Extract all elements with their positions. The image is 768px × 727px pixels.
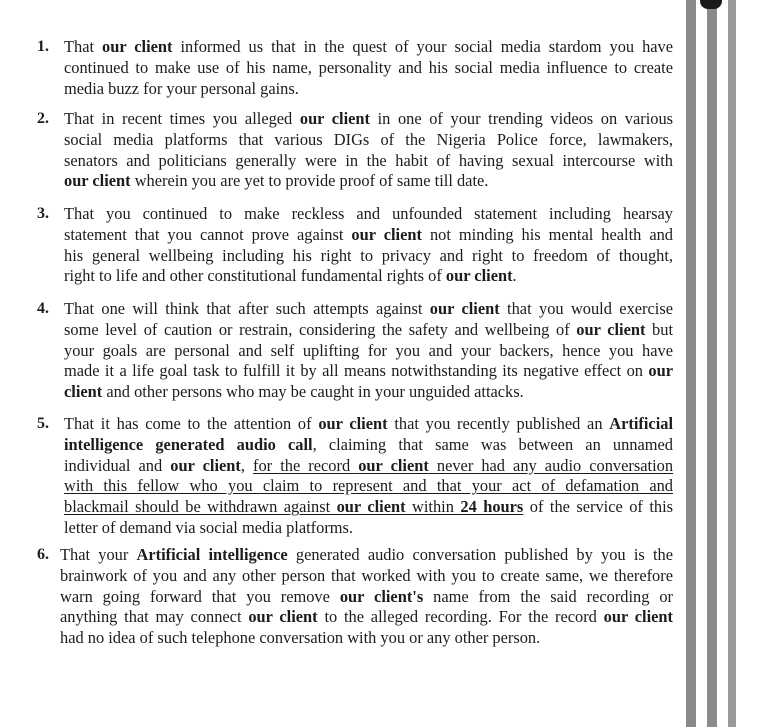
paragraph-line: made it a life goal task to fulfill it by all means notwithstanding its negative effect on our <box>64 361 673 381</box>
paragraph-line: brainwork of you and any other person that worked with you to create same, we therefore <box>60 565 673 585</box>
paragraph-line: your goals are personal and self uplifting for you and your backers, hence you have <box>64 340 673 360</box>
paragraph-line: social media platforms that various DIGs of the Nigeria Police force, lawmakers, <box>64 129 673 149</box>
paragraph-line: right to life and other constitutional fundamental rights of our client. <box>64 266 517 286</box>
paragraph-line: our client wherein you are yet to provide proof of same till date. <box>64 171 489 191</box>
paragraph-line: anything that may connect our client to the alleged recording. For the record our client <box>60 607 673 627</box>
paragraph-number: 3. <box>37 205 49 222</box>
paragraph-line: That one will think that after such attempts against our client that you would exercise <box>64 299 673 318</box>
paragraph-line: That you continued to make reckless and unfounded statement including hearsay <box>64 204 673 223</box>
paragraph-line: That in recent times you alleged our client in one of your trending videos on various <box>64 109 674 128</box>
paragraph-line: intelligence generated audio call, claiming that same was between an unnamed <box>64 434 673 454</box>
paragraph-line: That it has come to the attention of our client that you recently published an Artificial <box>64 414 673 433</box>
paragraph-number: 6. <box>37 546 49 563</box>
decorative-stripe <box>707 0 717 727</box>
paragraph-number: 4. <box>37 300 49 317</box>
paragraph-line: media buzz for your personal gains. <box>64 78 299 98</box>
decorative-tab <box>700 0 722 9</box>
paragraph-number: 1. <box>37 38 49 55</box>
decorative-stripe <box>686 0 696 727</box>
paragraph-line: That our client informed us that in the quest of your social media stardom you have <box>64 37 674 56</box>
paragraph-line: some level of caution or restrain, considering the safety and wellbeing of our client but <box>64 319 674 339</box>
paragraph-line: his general wellbeing including his right to privacy and right to freedom of thought, <box>64 245 673 265</box>
paragraph-line: statement that you cannot prove against our client not minding his mental health and <box>64 224 673 244</box>
paragraph-line: senators and politicians generally were in the habit of having sexual intercourse with <box>64 150 673 170</box>
paragraph-line: That your Artificial intelligence generated audio conversation published by you is the <box>60 545 673 564</box>
paragraph-number: 2. <box>37 110 49 127</box>
paragraph-line: had no idea of such telephone conversation with you or any other person. <box>60 628 541 648</box>
paragraph-line: with this fellow who you claim to represent and that your act of defamation and <box>64 476 673 496</box>
paragraph-line: continued to make use of his name, personality and his social media influence to create <box>64 57 673 77</box>
paragraph-line: blackmail should be withdrawn against our client within 24 hours of the service of this <box>64 497 674 517</box>
paragraph-line: warn going forward that you remove our client's name from the said recording or <box>60 586 673 606</box>
decorative-stripe <box>728 0 736 727</box>
paragraph-number: 5. <box>37 415 49 432</box>
paragraph-line: letter of demand via social media platforms. <box>64 518 354 537</box>
paragraph-line: client and other persons who may be caught in your unguided attacks. <box>64 382 524 402</box>
paragraph-line: individual and our client, for the record our client never had any audio conversation <box>64 455 674 475</box>
